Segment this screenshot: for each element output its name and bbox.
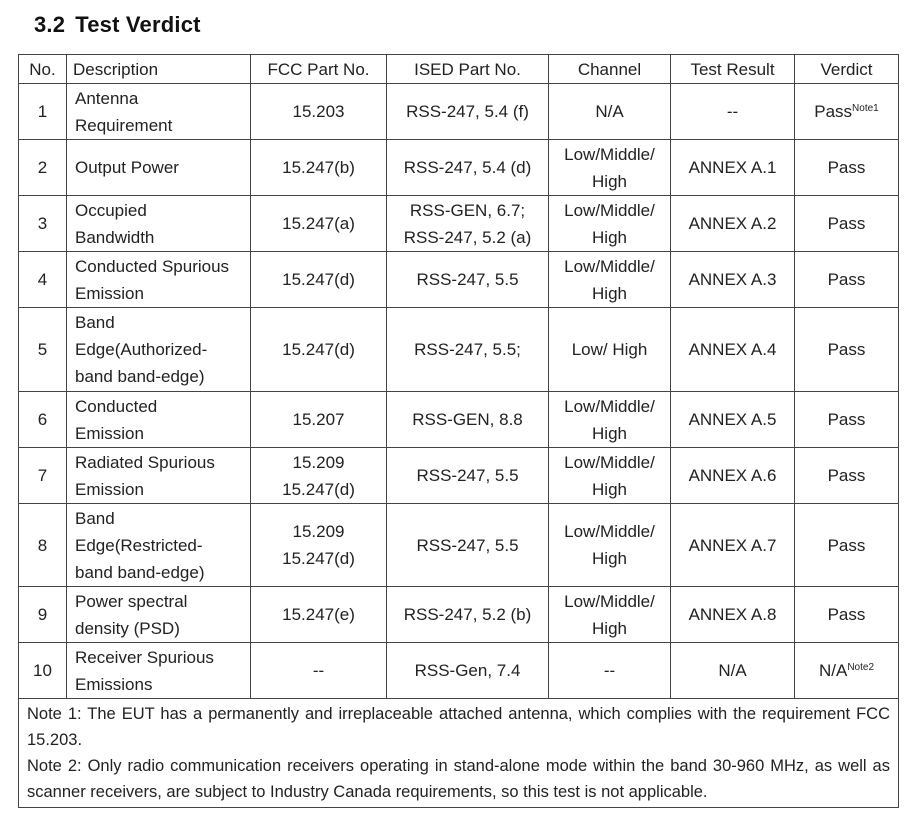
channel-cell (549, 196, 671, 252)
ised-part-cell-line: RSS-247, 5.5 (416, 270, 519, 289)
channel-cell-line: High (592, 171, 627, 191)
fcc-part-cell-line: 15.247(a) (282, 214, 355, 233)
description-cell-line: Radiated Spurious (75, 452, 215, 472)
description-cell-line: Conducted (75, 396, 158, 416)
fcc-part-cell (251, 196, 387, 252)
table-row (19, 252, 899, 308)
fcc-part-cell (251, 84, 387, 140)
ised-part-cell (387, 252, 549, 308)
channel-cell-line: High (592, 423, 627, 443)
row-no-cell: 5 (19, 308, 67, 392)
header-description: Description (67, 55, 251, 84)
fcc-part-cell (251, 392, 387, 448)
ised-part-cell-line: RSS-247, 5.5; (414, 340, 521, 359)
description-cell-line: Requirement (75, 115, 173, 135)
test-result-cell: ANNEX A.1 (671, 140, 795, 196)
header-no: No. (19, 55, 67, 84)
verdict-cell (795, 84, 899, 140)
fcc-part-cell-line: 15.247(d) (282, 270, 355, 289)
description-cell (67, 643, 251, 699)
test-result-cell: ANNEX A.3 (671, 252, 795, 308)
description-cell-line: Power spectral (75, 591, 188, 611)
description-cell-line: Band (75, 313, 115, 332)
channel-cell (549, 84, 671, 140)
description-cell-line: Emission (75, 479, 144, 499)
description-cell-line: Emission (75, 283, 144, 303)
ised-part-cell-line: RSS-GEN, 8.8 (412, 410, 523, 429)
description-cell-line: band band-edge) (75, 367, 205, 386)
fcc-part-cell-line: 15.209 (292, 522, 345, 541)
verdict-cell (795, 196, 899, 252)
header-row (19, 55, 899, 84)
channel-cell (549, 392, 671, 448)
row-no-cell: 7 (19, 448, 67, 504)
header-ised-part-no: ISED Part No. (387, 55, 549, 84)
channel-cell (549, 587, 671, 643)
ised-part-cell (387, 587, 549, 643)
fcc-part-cell (251, 504, 387, 587)
channel-cell-line: Low/Middle/ (564, 256, 655, 276)
note-1: Note 1: The EUT has a permanently and irreplaceable attached antenna, which complies with the requirement FCC 15.203. (27, 705, 890, 749)
description-cell (67, 448, 251, 504)
channel-cell-line: High (592, 479, 627, 499)
description-cell (67, 140, 251, 196)
description-cell-line: Bandwidth (75, 227, 155, 247)
ised-part-cell (387, 643, 549, 699)
fcc-part-cell-line: 15.247(e) (282, 605, 355, 624)
verdict-value: N/A (818, 661, 848, 680)
channel-cell-line: High (592, 283, 627, 303)
fcc-part-cell-line: 15.247(b) (282, 158, 355, 177)
ised-part-cell (387, 140, 549, 196)
table-row (19, 643, 899, 699)
row-no-cell: 1 (19, 84, 67, 140)
verdict-cell (795, 252, 899, 308)
verdict-value: Pass (827, 340, 866, 359)
fcc-part-cell (251, 252, 387, 308)
channel-cell-line: -- (603, 661, 616, 680)
verdict-value: Pass (827, 214, 866, 233)
notes-row (19, 699, 899, 808)
note-2: Note 2: Only radio communication receivers operating in stand-alone mode within the band 30-960 MHz, as well as scanner receivers, are subject to Industry Canada requirements, so this test is not applicable. (27, 757, 890, 801)
ised-part-cell-line: RSS-247, 5.4 (d) (403, 158, 532, 177)
ised-part-cell (387, 504, 549, 587)
row-no-cell: 9 (19, 587, 67, 643)
verdict-value: Pass (827, 158, 866, 177)
table-row (19, 448, 899, 504)
table-row (19, 504, 899, 587)
description-cell-line: Band (75, 508, 115, 528)
ised-part-cell-line: RSS-247, 5.4 (f) (406, 102, 529, 121)
description-cell-line: Conducted Spurious (75, 256, 230, 276)
ised-part-cell (387, 196, 549, 252)
table-row (19, 196, 899, 252)
description-cell (67, 252, 251, 308)
test-verdict-table (18, 54, 899, 808)
channel-cell-line: High (592, 227, 627, 247)
description-cell-line: Edge(Restricted- (75, 535, 203, 555)
description-cell-line: band band-edge) (75, 562, 205, 582)
description-cell (67, 84, 251, 140)
description-cell-line: Output Power (75, 158, 179, 177)
fcc-part-cell-line: -- (312, 661, 325, 680)
verdict-value: Pass (827, 466, 866, 485)
table-row (19, 392, 899, 448)
section-title: Test Verdict (75, 12, 201, 37)
channel-cell-line: Low/Middle/ (564, 452, 655, 472)
description-cell (67, 196, 251, 252)
description-cell-line: Emissions (75, 674, 153, 694)
row-no-cell: 3 (19, 196, 67, 252)
header-verdict: Verdict (795, 55, 899, 84)
channel-cell (549, 643, 671, 699)
table-row (19, 84, 899, 140)
fcc-part-cell-line: 15.209 (292, 452, 345, 472)
channel-cell (549, 308, 671, 392)
header-test-result: Test Result (671, 55, 795, 84)
test-result-cell: -- (671, 84, 795, 140)
description-cell-line: density (PSD) (75, 618, 180, 638)
fcc-part-cell (251, 140, 387, 196)
section-number: 3.2 (34, 12, 66, 37)
verdict-value: Pass (827, 605, 866, 624)
channel-cell-line: Low/Middle/ (564, 522, 655, 541)
channel-cell-line: High (592, 618, 627, 638)
ised-part-cell-line: RSS-GEN, 6.7; (409, 200, 526, 220)
fcc-part-cell-line: 15.247(d) (282, 549, 355, 568)
header-channel: Channel (549, 55, 671, 84)
ised-part-cell (387, 392, 549, 448)
description-cell-line: Receiver Spurious (75, 647, 214, 667)
description-cell-line: Edge(Authorized- (75, 340, 208, 359)
verdict-value: Pass (827, 270, 866, 289)
channel-cell (549, 252, 671, 308)
ised-part-cell-line: RSS-247, 5.5 (416, 535, 519, 555)
test-result-cell: ANNEX A.7 (671, 504, 795, 587)
fcc-part-cell-line: 15.203 (292, 102, 345, 121)
row-no-cell: 2 (19, 140, 67, 196)
channel-cell-line: Low/Middle/ (564, 200, 655, 220)
description-cell-line: Occupied (75, 200, 147, 220)
test-result-cell: ANNEX A.4 (671, 308, 795, 392)
fcc-part-cell-line: 15.247(d) (282, 340, 355, 359)
description-cell-line: Antenna (75, 88, 139, 108)
notes-cell (19, 699, 899, 808)
test-result-cell: ANNEX A.8 (671, 587, 795, 643)
channel-cell (549, 448, 671, 504)
description-cell (67, 392, 251, 448)
channel-cell-line: Low/Middle/ (564, 396, 655, 416)
row-no-cell: 4 (19, 252, 67, 308)
channel-cell (549, 140, 671, 196)
fcc-part-cell (251, 643, 387, 699)
fcc-part-cell (251, 587, 387, 643)
channel-cell-line: N/A (595, 102, 624, 121)
verdict-cell (795, 448, 899, 504)
channel-cell-line: High (592, 549, 627, 568)
verdict-cell (795, 504, 899, 587)
header-fcc-part-no: FCC Part No. (251, 55, 387, 84)
verdict-value: Pass (827, 410, 866, 429)
description-cell (67, 308, 251, 392)
fcc-part-cell (251, 448, 387, 504)
ised-part-cell (387, 448, 549, 504)
verdict-value: Pass (814, 102, 853, 121)
row-no-cell: 10 (19, 643, 67, 699)
verdict-note-ref: Note2 (847, 662, 875, 673)
verdict-note-ref: Note1 (852, 103, 879, 114)
ised-part-cell-line: RSS-247, 5.5 (416, 466, 519, 485)
channel-cell (549, 504, 671, 587)
section-heading (34, 12, 201, 38)
row-no-cell: 6 (19, 392, 67, 448)
verdict-cell (795, 140, 899, 196)
row-no-cell: 8 (19, 504, 67, 587)
channel-cell-line: Low/ High (571, 340, 648, 359)
fcc-part-cell (251, 308, 387, 392)
verdict-value: Pass (827, 535, 866, 555)
table-row (19, 587, 899, 643)
fcc-part-cell-line: 15.247(d) (282, 479, 355, 499)
ised-part-cell (387, 308, 549, 392)
test-result-cell: ANNEX A.5 (671, 392, 795, 448)
verdict-cell (795, 587, 899, 643)
ised-part-cell-line: RSS-247, 5.2 (a) (403, 227, 532, 247)
description-cell (67, 587, 251, 643)
fcc-part-cell-line: 15.207 (292, 410, 345, 429)
table-row (19, 140, 899, 196)
ised-part-cell-line: RSS-247, 5.2 (b) (403, 605, 532, 624)
verdict-cell (795, 392, 899, 448)
table-row (19, 308, 899, 392)
channel-cell-line: Low/Middle/ (564, 591, 655, 611)
description-cell (67, 504, 251, 587)
verdict-cell (795, 308, 899, 392)
test-result-cell: ANNEX A.2 (671, 196, 795, 252)
ised-part-cell (387, 84, 549, 140)
verdict-cell (795, 643, 899, 699)
description-cell-line: Emission (75, 423, 144, 443)
ised-part-cell-line: RSS-Gen, 7.4 (414, 661, 521, 680)
channel-cell-line: Low/Middle/ (564, 144, 655, 164)
test-result-cell: N/A (671, 643, 795, 699)
test-result-cell: ANNEX A.6 (671, 448, 795, 504)
